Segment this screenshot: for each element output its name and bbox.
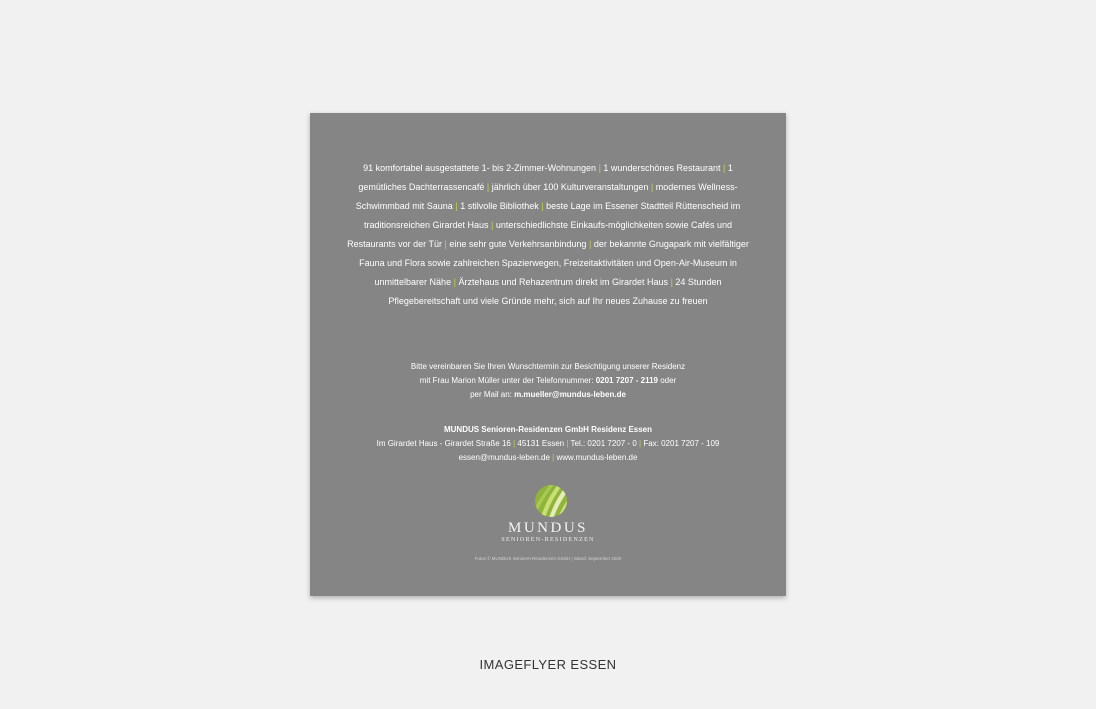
web-line	[330, 451, 766, 465]
separator: |	[491, 220, 494, 230]
amenity-item: jährlich über 100 Kulturveranstaltungen	[491, 182, 649, 192]
separator: |	[444, 239, 447, 249]
amenity-item: eine sehr gute Verkehrsanbindung	[449, 239, 587, 249]
amenities-paragraph	[340, 159, 756, 311]
amenity-item: 24 Stunden Pflegebereitschaft und viele Gründe mehr, sich auf Ihr neues Zuhause zu freuen	[388, 277, 722, 306]
contact-email: m.mueller@mundus-leben.de	[514, 390, 626, 399]
phone-label: mit Frau Marion Müller unter der Telefonnummer:	[419, 376, 594, 385]
contact-phone: 0201 7207 - 2119	[595, 376, 658, 385]
amenity-item: 1 wunderschönes Restaurant	[603, 163, 721, 173]
appointment-phone-line	[330, 374, 766, 388]
telephone: Tel.: 0201 7207 - 0	[570, 439, 637, 448]
separator: |	[723, 163, 726, 173]
website: www.mundus-leben.de	[556, 453, 638, 462]
photo-credits: Fotos © MUNDUS Senioren-Residenzen GmbH | Stand: September 2020	[474, 556, 622, 561]
mail-label: per Mail an:	[470, 390, 512, 399]
amenity-item: Ärztehaus und Rehazentrum direkt im Girardet Haus	[458, 277, 669, 287]
amenity-item: beste Lage im Essener Stadtteil Rüttenscheid im traditionsreichen Girardet Haus	[363, 201, 741, 230]
city: 45131 Essen	[517, 439, 565, 448]
image-caption: IMAGEFLYER ESSEN	[479, 657, 617, 672]
separator: |	[639, 439, 642, 448]
address-block	[330, 423, 766, 465]
amenity-item: der bekannte Grugapark mit vielfältiger Fauna und Flora sowie zahlreichen Spazierwegen, Freizeitaktivitäten und Open-Air-Museum in unmittelbarer Nähe	[359, 239, 749, 287]
brand-name: MUNDUS	[507, 520, 588, 536]
street: Im Girardet Haus - Girardet Straße 16	[376, 439, 511, 448]
separator: |	[453, 277, 456, 287]
amenity-item: 1 stilvolle Bibliothek	[460, 201, 539, 211]
separator: |	[513, 439, 516, 448]
amenity-item: 1 gemütliches Dachterrassencafé	[358, 163, 733, 192]
address-email: essen@mundus-leben.de	[458, 453, 550, 462]
separator: |	[566, 439, 569, 448]
amenity-item: unterschiedlichste Einkaufs-möglichkeiten sowie Cafés und Restaurants vor der Tür	[347, 220, 733, 249]
separator: |	[588, 239, 592, 249]
appointment-mail-line	[330, 388, 766, 402]
mundus-leaf-globe-icon	[534, 484, 568, 518]
separator: |	[650, 182, 654, 192]
separator: |	[486, 182, 490, 192]
address-line	[330, 437, 766, 451]
amenity-item: 91 komfortabel ausgestattete 1- bis 2-Zimmer-Wohnungen	[363, 163, 597, 173]
separator: |	[670, 277, 673, 287]
separator: |	[541, 201, 544, 211]
fax: Fax: 0201 7207 - 109	[643, 439, 720, 448]
separator: |	[598, 163, 601, 173]
separator: |	[552, 453, 555, 462]
phone-suffix: oder	[660, 376, 677, 385]
separator: |	[455, 201, 458, 211]
appointment-info	[330, 360, 766, 402]
amenity-item: modernes Wellness-Schwimmbad mit Sauna	[355, 182, 738, 211]
company-name: MUNDUS Senioren-Residenzen GmbH Residenz Essen	[443, 425, 653, 434]
flyer-back-page	[310, 113, 786, 596]
brand-tagline: SENIOREN-RESIDENZEN	[501, 537, 595, 543]
appointment-line: Bitte vereinbaren Sie Ihren Wunschtermin zur Besichtigung unserer Residenz	[410, 362, 686, 371]
